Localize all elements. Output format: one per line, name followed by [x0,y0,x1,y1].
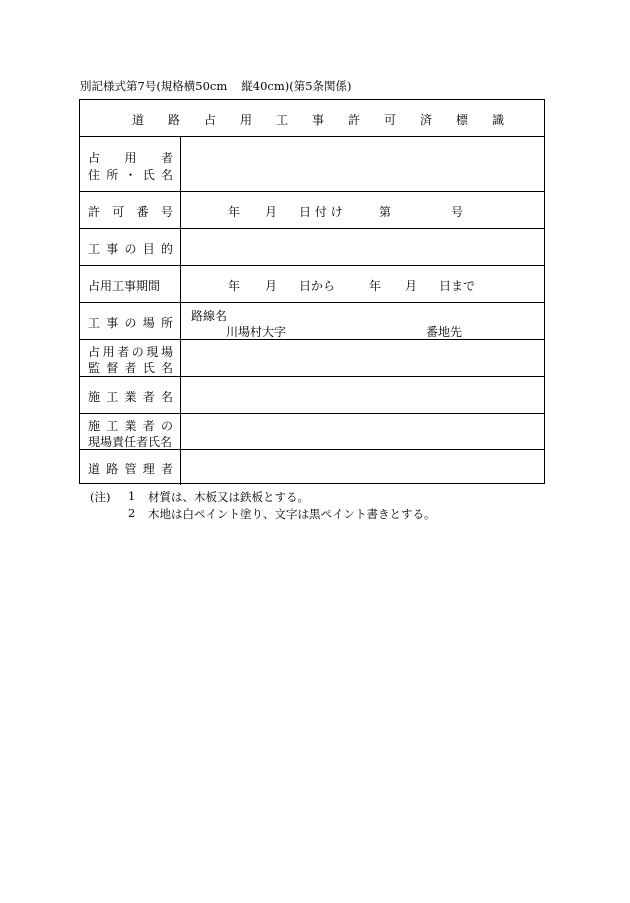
value-contractor [181,377,544,413]
label-char: 工 [88,316,101,330]
value-permit-number [181,192,544,228]
value-purpose [181,229,544,265]
permit-day-dated: 日 付 け [299,205,343,219]
label-char: 目 [142,242,155,256]
label-char: 者 [117,345,130,359]
permit-go: 号 [451,205,464,219]
value-contractor-manager [181,414,544,449]
value-site-supervisor [181,340,544,376]
permit-dai: 第 [379,205,392,219]
value-period [181,266,544,302]
label-char: 号 [160,205,173,219]
label-contractor [80,377,181,413]
label-text: 占用工事期間 [88,279,161,293]
title-char: 可 [384,113,397,127]
label-char: 施 [88,390,101,404]
label-char: 氏 [142,361,155,375]
title-char: 用 [240,113,253,127]
label-char: 者 [160,462,173,476]
label-char: 督 [106,361,119,375]
row-road-manager [80,450,544,485]
row-period [80,266,544,303]
row-site-supervisor [80,340,544,377]
period-month-to: 月 [405,279,418,293]
label-char: 場 [160,345,173,359]
permit-month: 月 [265,205,278,219]
row-contractor-manager [80,414,544,450]
location-route: 路線名 [191,309,228,323]
label-permit-number [80,192,181,228]
label-char: 工 [106,419,119,433]
label-char: 工 [88,242,101,256]
label-char: 業 [124,419,137,433]
permit-year: 年 [228,205,241,219]
note-text: 材質は、木板又は鉄板とする。 [148,490,309,504]
label-text: 現場責任者氏名 [88,435,173,449]
label-char: 番 [136,205,149,219]
label-location [80,303,181,339]
title-char: 工 [276,113,289,127]
label-char: の [124,242,137,256]
label-char: 者 [124,361,137,375]
notes-prefix: (注) [90,490,111,504]
period-until: 日まで [439,279,476,293]
period-from: 日から [299,279,336,293]
label-char: の [160,419,173,433]
row-contractor [80,377,544,414]
label-char: 名 [160,390,173,404]
label-char: 場 [142,316,155,330]
row-purpose [80,229,544,266]
period-year-to: 年 [369,279,382,293]
label-road-manager [80,450,181,485]
title-char: 済 [420,113,433,127]
label-char: 住 [88,168,101,182]
label-char: 者 [142,390,155,404]
row-occupant [80,137,544,192]
label-char: 名 [160,168,173,182]
location-lot: 番地先 [426,325,463,339]
note-number: 2 [128,506,136,520]
note-text: 木地は白ペイント塗り、文字は黒ペイント書きとする。 [148,507,436,521]
label-char: 工 [106,390,119,404]
label-occupant [80,137,181,191]
label-purpose [80,229,181,265]
value-road-manager [181,450,544,485]
value-occupant [181,137,544,191]
label-site-supervisor [80,340,181,376]
label-char: 許 [88,205,101,219]
location-village: 川場村大字 [226,325,287,339]
label-char: 者 [160,151,173,165]
period-year-from: 年 [228,279,241,293]
label-char: 事 [106,242,119,256]
label-char: 者 [142,419,155,433]
label-char: 用 [124,151,137,165]
label-char: 占 [88,345,101,359]
label-contractor-manager [80,414,181,449]
label-period [80,266,181,302]
label-char: 業 [124,390,137,404]
label-char: 監 [88,361,101,375]
label-char: 路 [106,462,119,476]
label-char: 占 [88,151,101,165]
form-number: 別記様式第7号(規格横50cm [80,79,228,93]
label-char: 事 [106,316,119,330]
label-char: 名 [160,361,173,375]
form-size-vertical: 縦40cm)(第5条関係) [241,79,352,93]
value-location [181,303,544,339]
title-char: 路 [168,113,181,127]
label-char: 的 [160,242,173,256]
label-char: 氏 [142,168,155,182]
label-char: 施 [88,419,101,433]
note-number: 1 [128,489,136,503]
label-char: 用 [102,345,115,359]
title-char: 道 [132,113,145,127]
title-char: 識 [492,113,505,127]
sign-title-row [80,100,544,137]
label-char: 管 [124,462,137,476]
title-char: 許 [348,113,361,127]
label-char: 所 [106,168,119,182]
period-month-from: 月 [265,279,278,293]
form-heading [80,78,352,94]
title-char: 標 [456,113,469,127]
permit-sign-table [79,99,545,484]
label-char: 現 [146,345,159,359]
label-char: 道 [88,462,101,476]
title-char: 占 [204,113,217,127]
row-permit-number [80,192,544,229]
label-char: の [131,345,144,359]
label-char: 理 [142,462,155,476]
title-char: 事 [312,113,325,127]
label-char: の [124,316,137,330]
row-location [80,303,544,340]
label-char: 可 [112,205,125,219]
label-char: ・ [124,168,137,182]
label-char: 所 [160,316,173,330]
